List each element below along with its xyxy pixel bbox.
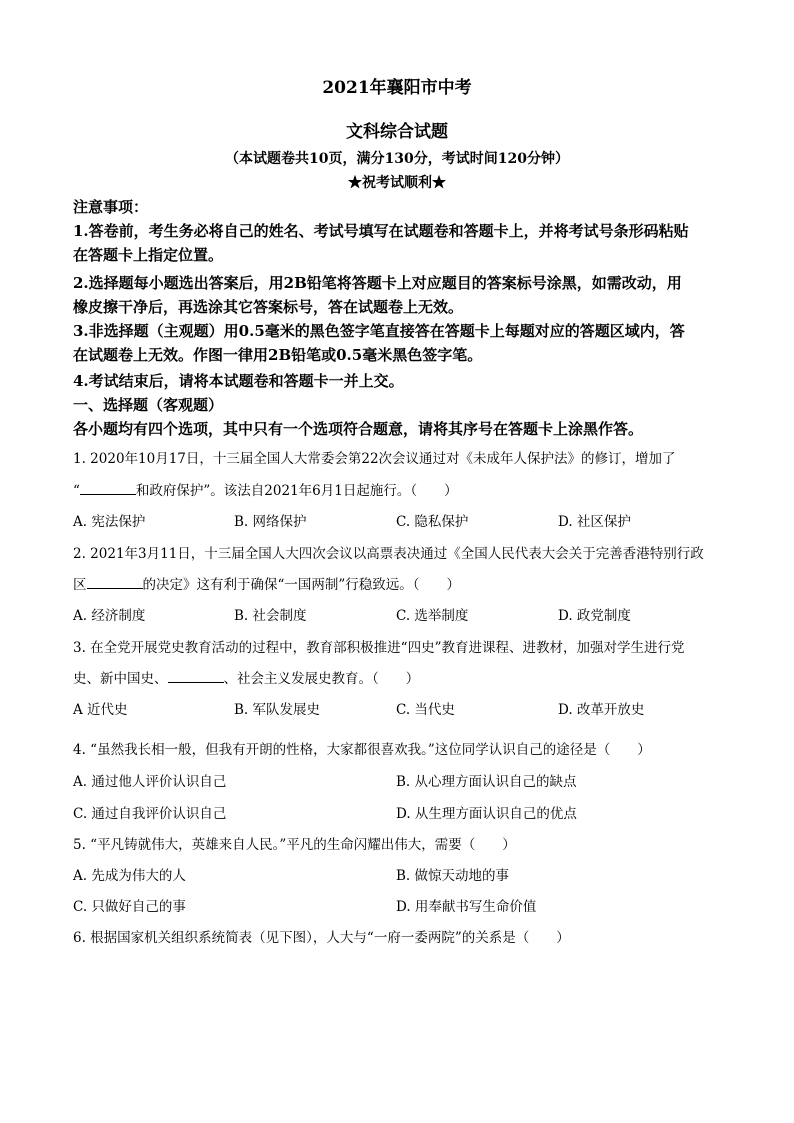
- question-2-line: 2. 2021年3月11日，十三届全国人大四次会议以高票表决通过《全国人民代表大会关于完善香港特别行政: [73, 546, 704, 562]
- exam-subtitle: 文科综合试题: [346, 122, 448, 142]
- question-text: 、社会主义发展史教育。（ ）: [223, 671, 420, 687]
- exam-title: 2021年襄阳市中考: [322, 78, 472, 98]
- question-1-line: [73, 479, 458, 499]
- notice-line: 3.非选择题（主观题）用0.5毫米的黑色签字笔直接答在答题卡上每题对应的答题区域内，答: [73, 322, 685, 340]
- option-d: D. 改革开放史: [558, 702, 645, 718]
- question-text: 史、新中国史、: [73, 671, 168, 687]
- answer-blank: [168, 671, 224, 683]
- option-b: B. 做惊天动地的事: [396, 868, 510, 884]
- option-d: D. 用奉献书写生命价值: [396, 899, 537, 915]
- notice-line: 4.考试结束后，请将本试题卷和答题卡一并上交。: [73, 372, 404, 390]
- option-c: C. 当代史: [396, 702, 455, 718]
- option-b: B. 从心理方面认识自己的缺点: [396, 774, 577, 790]
- question-4-line: 4. “虽然我长相一般，但我有开朗的性格，大家都很喜欢我。”这位同学认识自己的途径是（ ）: [73, 742, 651, 758]
- answer-blank: [80, 483, 136, 495]
- exam-wish: ★祝考试顺利★: [348, 175, 446, 191]
- option-c: C. 选举制度: [396, 608, 469, 624]
- section-instruction: 各小题均有四个选项，其中只有一个选项符合题意，请将其序号在答题卡上涂黑作答。: [73, 420, 644, 438]
- option-a: A. 通过他人评价认识自己: [73, 774, 227, 790]
- option-b: B. 网络保护: [234, 514, 307, 530]
- question-2-line: [73, 573, 460, 593]
- question-text: 的决定》这有利于确保“一国两制”行稳致远。（ ）: [142, 577, 461, 593]
- question-text: “: [73, 483, 80, 499]
- option-a: A 近代史: [73, 702, 128, 718]
- question-1-line: 1. 2020年10月17日，十三届全国人大常委会第22次会议通过对《未成年人保护法》的修订，增加了: [73, 451, 676, 467]
- section-title: 一、选择题（客观题）: [73, 396, 224, 414]
- notice-line: 1.答卷前，考生务必将自己的姓名、考试号填写在试题卷和答题卡上，并将考试号条形码粘贴: [73, 222, 689, 240]
- answer-blank: [87, 577, 143, 589]
- question-5-line: 5. “平凡铸就伟大，英雄来自人民。”平凡的生命闪耀出伟大，需要（ ）: [73, 837, 516, 853]
- option-c: C. 只做好自己的事: [73, 899, 186, 915]
- notice-heading: 注意事项：: [73, 198, 149, 216]
- exam-info: （本试题卷共10页，满分130分，考试时间120分钟）: [225, 151, 569, 167]
- notice-line: 在答题卡上指定位置。: [73, 246, 224, 264]
- option-c: C. 隐私保护: [396, 514, 469, 530]
- question-6-line: 6. 根据国家机关组织系统简表（见下图），人大与“一府一委两院”的关系是（ ）: [73, 930, 570, 946]
- option-d: D. 社区保护: [558, 514, 631, 530]
- question-3-line: [73, 667, 419, 687]
- option-a: A. 先成为伟大的人: [73, 868, 186, 884]
- option-b: B. 社会制度: [234, 608, 307, 624]
- question-text: 和政府保护”。该法自2021年6月1日起施行。（ ）: [135, 483, 458, 499]
- notice-line: 橡皮擦干净后，再选涂其它答案标号，答在试题卷上无效。: [73, 298, 464, 316]
- option-a: A. 宪法保护: [73, 514, 146, 530]
- option-b: B. 军队发展史: [234, 702, 321, 718]
- notice-line: 2.选择题每小题选出答案后，用2B铅笔将答题卡上对应题目的答案标号涂黑，如需改动，用: [73, 274, 682, 292]
- option-d: D. 政党制度: [558, 608, 631, 624]
- notice-line: 在试题卷上无效。作图一律用2B铅笔或0.5毫米黑色签字笔。: [73, 346, 483, 364]
- question-3-line: 3. 在全党开展党史教育活动的过程中，教育部积极推进“四史”教育进课程、进教材，加强对学生进行党: [73, 640, 685, 656]
- question-text: 区: [73, 577, 87, 593]
- option-d: D. 从生理方面认识自己的优点: [396, 806, 577, 822]
- option-c: C. 通过自我评价认识自己: [73, 806, 227, 822]
- option-a: A. 经济制度: [73, 608, 146, 624]
